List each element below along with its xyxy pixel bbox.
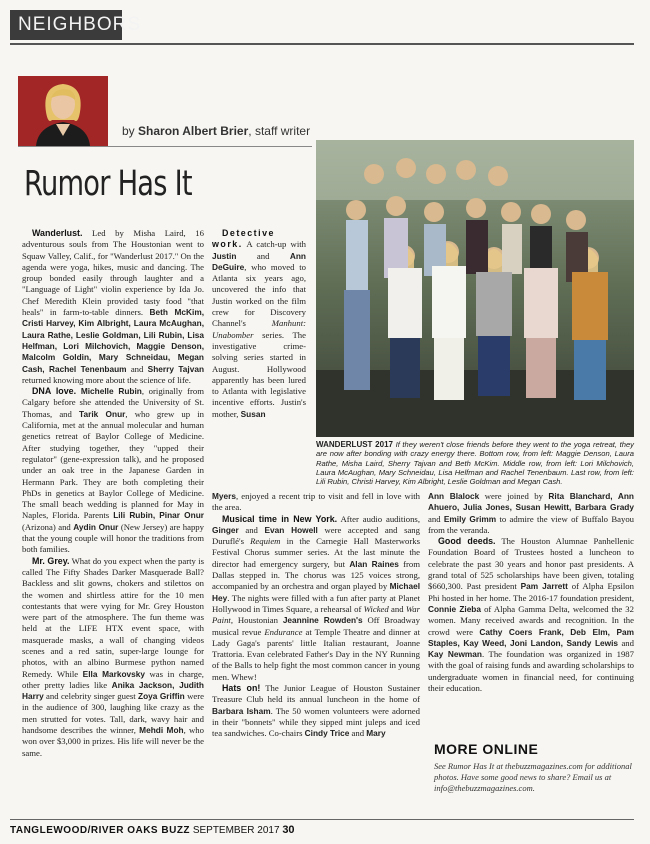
more-online-heading: MORE ONLINE [434, 741, 539, 757]
section-tag [10, 10, 142, 40]
article-column-2 [212, 228, 306, 420]
paragraph-hats-on: Hats on! The Junior League of Houston Sustainer Treasure Club held its annual luncheon in the home of Barbara Isham. The 50 women volunteers were adorned in their "bonnets" while they sipped mint juleps and iced tea sandwiches. Co-chairs Cindy Trice and Mary [212, 683, 420, 739]
author-photo [18, 76, 108, 146]
paragraph-dna-love: DNA love. Michelle Rubin, originally from Calgary before she attended the University of St. Thomas, and Tarik Onur, who grew up in California, met at the annual molecular and human genetics retreat of Baylor College of Medicine. After studying together, they "upped their regulator" (gene-expression talk), and he proposed under an oak tree in the Japanese Garden in Hermann Park. They are both completing their PhDs in genetics at Baylor College of Medicine. The small beach wedding is planned for May in Naples, Florida. Parents Lili Rubin, Pinar Onur (Arizona) and Aydin Onur (New Jersey) are happy that the young couple will honor the traditions from both families. [22, 386, 204, 555]
paragraph-detective-cont: Myers, enjoyed a recent trip to visit and fell in love with the area. [212, 491, 420, 513]
photo-caption: WANDERLUST 2017 If they weren't close friends before they went to the yoga retreat, they are now after bonding with crazy energy there. Bottom row, from left: Maggie Denson, Laura Rathe, Misha Laird, Sherry Tajvan and Beth McKim. Middle row, from left: Lori Milchovich, Laura McAughan, Mary Schneidau, Lisa Helfman and Rachel Tenenbaum. Last row, from left: Lili Rubin, Christi Harvey, Kim Albright, Leslie Goldman and Megan Cash. [316, 440, 634, 487]
page-footer [10, 824, 295, 836]
byline-rule [18, 146, 312, 147]
footer-rule [10, 819, 634, 820]
group-photo [316, 140, 634, 437]
footer-date: SEPTEMBER 2017 [192, 825, 280, 836]
footer-publication: TANGLEWOOD/RIVER OAKS BUZZ [10, 825, 191, 836]
author-name: Sharon Albert Brier [138, 124, 249, 138]
header-rule [10, 43, 634, 45]
page-number: 30 [282, 824, 295, 836]
paragraph-musical-time: Musical time in New York. After audio auditions, Ginger and Evan Howell were accepted and sang Duruflé's Requiem in the Carnegie Hall Masterworks Festival Chorus summer series. At the last minute the director had emergency surgery, but Alan Raines from Dallas stepped in. The chorus was 125 voices strong, accompanied by an orchestra and organ played by Michael Hey. The nights were filled with a fun after party at Planet Hollywood in Times Square, a rehearsal of Wicked and War Paint, Houstonian Jeannine Rowden's Off Broadway musical revue Endurance at Temple Theatre and dinner at Lady Gaga's parents' little Italian restaurant, Joanne Trattoria. Evan celebrated Father's Day in the NY Running of the Balls to help fight the most common cancer in young men. Whew! [212, 513, 421, 682]
paragraph-mr-grey: Mr. Grey. What do you expect when the party is called The Fifty Shades Darker Masquerade Ball? Backless and slit gowns, chokers and stilettos on the women and shirtless attire for the 10 men contestants that were vying for Mr. Grey Houston were part of the atmosphere. The fun theme was held at the LIFE HTX event space, with masquerade masks, a wall of changing videos scenes and a red satin, super-large lounge for photos, with an albino Burmese python named Remedy. While Ella Markovsky was in charge, other pretty ladies like Anika Jackson, Judith Harry and celebrity singer guest Zoya Griffin were in the audience of 300, laughing like crazy as the men strutted for votes. Tall, dark, wavy hair and handsome describes the winner, Mehdi Moh, who won over $3,000 in prizes. His life will never be the same. [22, 555, 204, 758]
paragraph-wanderlust: Wanderlust. Led by Misha Laird, 16 adventurous souls from The Houstonian went to Squaw Valley, Calif., for "Wanderlust 2017." On the agenda were yoga, hikes, music and dancing. The group bonded easily through laughter and a "Language of Light" violin experience by Ida Jo. Chef Meredith Klein provided tasty food "that heals" in farm-to-table dinners. Beth McKim, Cristi Harvey, Kim Albright, Laura McAughan, Laura Rathe, Leslie Goldman, Lili Rubin, Lisa Helfman, Lori Milchovich, Maggie Denson, Malcolm Goldin, Mary Schneidau, Megan Cash, Rachel Tenenbaum and Sherry Tajvan returned knowing more about the science of life. [22, 228, 205, 385]
article-column-2b [212, 491, 420, 740]
article-column-1 [22, 228, 204, 759]
more-online-text: See Rumor Has It at thebuzzmagazines.com for additional photos. Have some good news to share? Email us at info@thebuzzmagazines.com. [434, 761, 632, 793]
paragraph-good-deeds: Good deeds. The Houston Alumnae Panhellenic Foundation Board of Trustees hosted a luncheon to celebrate the past 30 years and honor past presidents. A grand total of 525 scholarships have been given, totaling $660,300. Past president Pam Jarrett of Alpha Epsilon Phi hosted in her home. The 2016-17 foundation president, Connie Zieba of Alpha Gamma Delta, welcomed the 32 women. Many received awards and recognition. In the crowd were Cathy Coers Frank, Deb Elm, Pam Staples, Kay Weed, Joni Landon, Sandy Lewis and Kay Newman. The foundation was organized in 1987 with the goal of raising funds and awarding scholarships to undergraduate women in financial need, for continuing their education. [428, 536, 635, 694]
byline: by Sharon Albert Brier, staff writer [122, 124, 311, 138]
headline: Rumor Has It [24, 164, 192, 204]
paragraph-hats-on-cont: Ann Blalock were joined by Rita Blanchard, Ann Ahuero, Julia Jones, Susan Hewitt, Barbara Grady and Emily Grimm to admire the view of Buffalo Bayou from the veranda. [428, 491, 635, 535]
article-column-3 [428, 491, 634, 694]
paragraph-detective: Detective work. A catch-up with Justin and Ann DeGuire, who moved to Atlanta six years ago, uncovered the info that Justin worked on the film crew for Discovery Channel's Manhunt: Unabomber series. The investigative crime-solving series started in August. Hollywood apparently has been lured to Atlanta with legislative incentive efforts. Justin's mother, Susan [212, 228, 306, 419]
section-label: NEIGHBORS [18, 14, 142, 35]
